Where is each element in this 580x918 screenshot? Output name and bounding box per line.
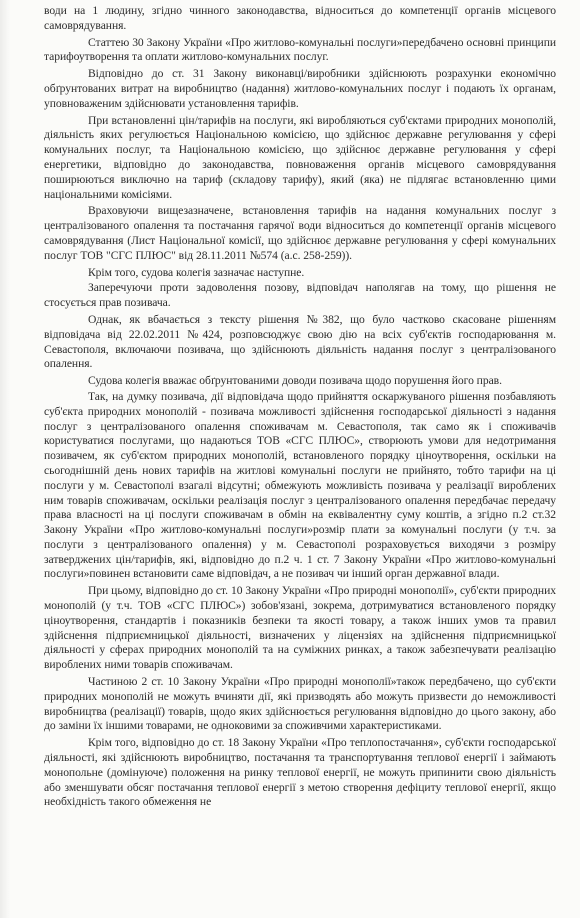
paragraph-2: Статтею 30 Закону України «Про житлово-комунальні послуги»передбачено основні принципи тарифоутворення та оплати житлово-комунальних послуг. <box>44 35 556 64</box>
paragraph-1: води на 1 людину, згідно чинного законодавства, відноситься до компетенції органів місцевого самоврядування. <box>44 4 556 32</box>
paragraph-12: Частиною 2 ст. 10 Закону України «Про природні монополії»також передбачено, що суб'єкти природних монополій не можуть вчиняти дії, які призводять або можуть призвести до неможливості виробництва (реалізації) товарів, щодо яких здійснюється регулювання відповідно до цього закону, або до заміни їх іншими товарами, не одноковими за споживчими характеристиками. <box>44 675 556 733</box>
paragraph-8: Однак, як вбачається з тексту рішення №382, що було частково скасоване рішенням відповідача від 22.02.2011 №424, розповсюджує свою дію на всіх суб'єктів господарювання м. Севастополя, включаючи позивача, що здійснюють діяльність надання послуг з централізованого опалення. <box>44 312 556 371</box>
paragraph-5: Враховуючи вищезазначене, встановлення тарифів на надання комунальних послуг з централізованого опалення та постачання гарячої води відноситься до компетенції органів місцевого самоврядування (Лист Національної комісії, що здійснює державне регулювання у сфері комунальних послуг ТОВ "СГС ПЛЮС" від 28.11.2011 №574 (а.с. 258-259)). <box>44 204 556 262</box>
paragraph-10: Так, на думку позивача, дії відповідача щодо прийняття оскаржуваного рішення позбавляють суб'єкта природних монополій - позивача можливості здійснення господарської діяльності з надання послуг з централізованого опалення споживачам м. Севастополя, так само як і споживачів користуватися послугами, що надаються ТОВ «СГС ПЛЮС», створюють умови для недотримання позивачем, як суб'єктом природних монополій, встановленого порядку ціноутворення, оскільки на сьогоднішній день нових тарифів на житлові комунальні послуги не прийнято, тобто тарифи на ці послуги у м. Севастополі взагалі відсутні; обмежують можливість позивача у реалізації вироблених ним товарів споживачам, оскільки реалізація послуг з централізованого опалення передбачає передачу права власності на ці послуги споживачам в обмін на еквівалентну суму коштів, а згідно п.2 ст.32 Закону України «Про житлово-комунальні послуги»розмір плати за комунальні послуги (у т.ч. за послуги з централізованого опалення) у м. Севастополі розраховується виходячи з розміру затверджених цін/тарифів, які, відповідно до п.2 ч. 1 ст. 7 Закону України «Про житлово-комунальні послуги»повинен встановити саме відповідач, а не позивач чи інший орган державної влади. <box>44 389 556 581</box>
scan-edge-shadow <box>0 0 10 918</box>
paragraph-9: Судова колегія вважає обґрунтованими доводи позивача щодо порушення його прав. <box>88 374 502 388</box>
paragraph-13: Крім того, відповідно до ст. 18 Закону України «Про теплопостачання», суб'єкти господарської діяльності, які здійснюють виробництво, постачання та транспортування теплової енергії і займають монопольне (домінуюче) положення на ринку теплової енергії, не можуть припинити свою діяльність або зменшувати обсяг постачання теплової енергії з метою створення дефіциту теплової енергії, якщо необхідність такого обмеження не <box>44 736 556 809</box>
paragraph-6: Крім того, судова колегія зазначає наступне. <box>88 265 305 279</box>
paragraph-7: Заперечуючи проти задоволення позову, відповідач наполягав на тому, що рішення не стосується прав позивача. <box>44 281 556 310</box>
paragraph-3: Відповідно до ст. 31 Закону виконавці/виробники здійснюють розрахунки економічно обґрунтованих витрат на виробництво (надання) житлово-комунальних послуг і подають їх органам, уповноваженим здійснювати установлення тарифів. <box>44 67 556 110</box>
paragraph-11: При цьому, відповідно до ст. 10 Закону України «Про природні монополії», суб'єкти природних монополій (у т.ч. ТОВ «СГС ПЛЮС») зобов'язані, зокрема, дотримуватися встановленого порядку ціноутворення, стандартів і показників безпеки та якості товару, а також інших умов та правил здійснення підприємницької діяльності, визначених у ліцензіях на здійснення підприємницької діяльності у сферах природних монополій та на суміжних ринках, а також забезпечувати реалізацію вироблених ними товарів споживачам. <box>44 584 556 672</box>
paragraph-4: При встановленні цін/тарифів на послуги, які виробляються суб'єктами природних монополій, діяльність яких регулюється Національною комісією, що здійснює державне регулювання у сфері комунальних послуг, та Національною комісією, що здійснює державне регулювання у сфері енергетики, відповідно до законодавства, повноваження органів місцевого самоврядування поширюються виключно на тариф (складову тарифу), який (яка) не підлягає встановленню цими національними комісіями. <box>44 113 556 201</box>
